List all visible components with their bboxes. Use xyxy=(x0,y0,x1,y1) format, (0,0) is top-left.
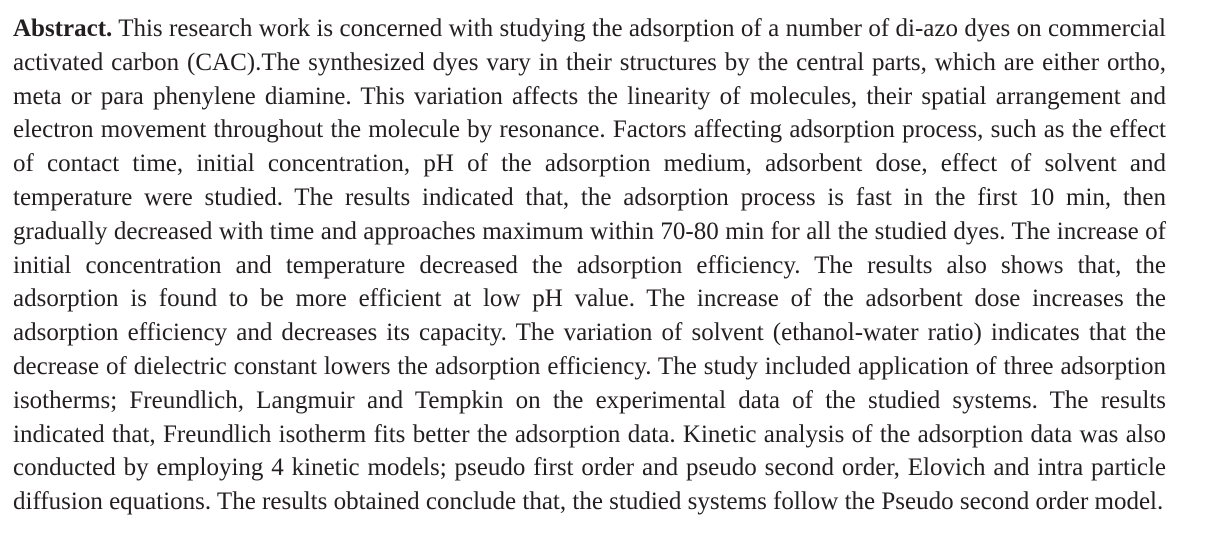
abstract-body: This research work is concerned with studying the adsorption of a number of di-azo dyes on commercial activated carbon (CAC).The synthesized dyes vary in their structures by the central parts, which are either ortho, meta or para phenylene diamine. This variation affects the linearity of molecules, their spatial arrangement and electron movement throughout the molecule by resonance. Factors affecting adsorption process, such as the effect of contact time, initial concentration, pH of the adsorption medium, adsorbent dose, effect of solvent and temperature were studied. The results indicated that, the adsorption process is fast in the first 10 min, then gradually decreased with time and approaches maximum within 70-80 min for all the studied dyes. The increase of initial concentration and temperature decreased the adsorption efficiency. The results also shows that, the adsorption is found to be more efficient at low pH value. The increase of the adsorbent dose increases the adsorption efficiency and decreases its capacity. The variation of solvent (ethanol-water ratio) indicates that the decrease of dielectric constant lowers the adsorption efficiency. The study included application of three adsorption isotherms; Freundlich, Langmuir and Tempkin on the experimental data of the studied systems. The results indicated that, Freundlich isotherm fits better the adsorption data. Kinetic analysis of the adsorption data was also conducted by employing 4 kinetic models; pseudo first order and pseudo second order, Elovich and intra particle diffusion equations. The results obtained conclude that, the studied systems follow the Pseudo second order model. xyxy=(13,15,1166,516)
abstract-heading: Abstract. xyxy=(13,15,113,42)
abstract-paragraph xyxy=(13,12,1166,519)
